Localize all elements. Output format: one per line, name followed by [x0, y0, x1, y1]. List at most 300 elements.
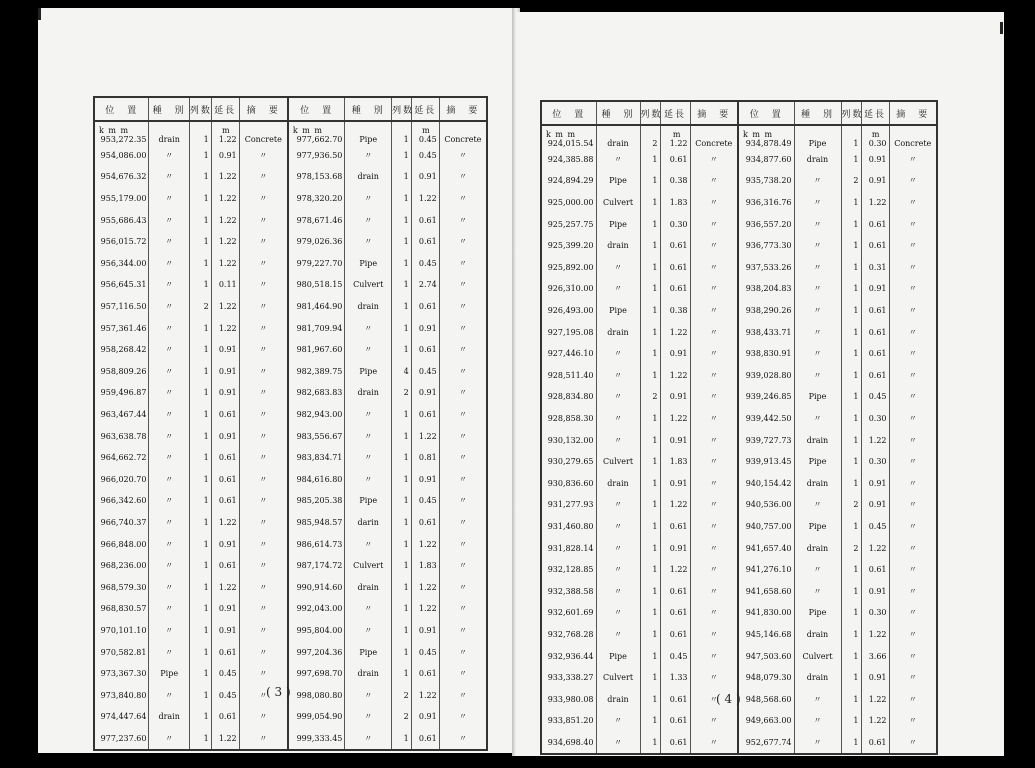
length-cell: 1.22	[211, 166, 239, 188]
position-cell: 979,026.36	[288, 231, 345, 253]
position-cell: 939,246.85	[738, 386, 794, 408]
remarks-cell: 〃	[690, 149, 738, 171]
kind-cell: 〃	[149, 274, 189, 296]
remarks-cell: 〃	[239, 555, 288, 577]
remarks-cell: 〃	[889, 386, 937, 408]
count-cell: 1	[189, 404, 211, 426]
remarks-cell: 〃	[889, 645, 937, 667]
remarks-cell: 〃	[439, 533, 487, 555]
position-cell: 938,204.83	[738, 278, 794, 300]
position-cell: 968,830.57	[94, 598, 149, 620]
count-cell: 1	[392, 274, 412, 296]
position-cell: 966,342.60	[94, 490, 149, 512]
table-row	[541, 213, 937, 235]
kind-cell: drain	[794, 473, 841, 495]
kind-cell: drain	[794, 667, 841, 689]
remarks-cell: Concrete	[889, 125, 937, 149]
position-cell: 934,877.60	[738, 149, 794, 171]
kind-cell: 〃	[596, 624, 640, 646]
table-row	[94, 425, 487, 447]
remarks-cell: 〃	[690, 365, 738, 387]
remarks-cell: 〃	[690, 192, 738, 214]
kind-cell: 〃	[794, 235, 841, 257]
right-page	[516, 12, 1004, 756]
corner-mark	[38, 8, 41, 20]
count-cell: 1	[841, 278, 861, 300]
kind-cell: Pipe	[345, 641, 392, 663]
remarks-cell: 〃	[439, 404, 487, 426]
kind-cell: 〃	[149, 145, 189, 167]
length-cell: 0.45	[861, 386, 889, 408]
remarks-cell: 〃	[889, 278, 937, 300]
count-cell: 1	[189, 274, 211, 296]
kind-cell: Pipe	[345, 490, 392, 512]
table-row	[541, 300, 937, 322]
remarks-cell: 〃	[889, 624, 937, 646]
count-cell: 1	[640, 624, 660, 646]
position-cell: 995,804.00	[288, 620, 345, 642]
remarks-cell: 〃	[690, 235, 738, 257]
position-cell: 941,657.40	[738, 537, 794, 559]
kind-cell: Pipe	[149, 663, 189, 685]
length-cell: 0.61	[861, 321, 889, 343]
kind-cell: 〃	[345, 620, 392, 642]
kind-cell: 〃	[345, 684, 392, 706]
count-cell: 1	[640, 429, 660, 451]
table-row	[94, 209, 487, 231]
kind-cell: 〃	[149, 728, 189, 751]
remarks-cell: 〃	[889, 732, 937, 755]
remarks-cell: 〃	[690, 429, 738, 451]
count-cell: 1	[392, 121, 412, 145]
position-cell: 982,943.00	[288, 404, 345, 426]
position-cell: k m m 934,878.49	[738, 125, 794, 149]
position-cell: 955,686.43	[94, 209, 149, 231]
count-cell: 1	[392, 188, 412, 210]
position-cell: 947,503.60	[738, 645, 794, 667]
count-cell: 1	[189, 684, 211, 706]
count-cell: 1	[189, 598, 211, 620]
length-cell: 0.61	[660, 149, 690, 171]
length-cell: 0.61	[411, 404, 439, 426]
position-cell: 931,828.14	[541, 537, 596, 559]
table-row	[541, 235, 937, 257]
remarks-cell: 〃	[690, 451, 738, 473]
kind-cell: 〃	[794, 559, 841, 581]
length-cell: 0.45	[660, 645, 690, 667]
count-cell: 1	[640, 451, 660, 473]
kind-cell: drain	[345, 382, 392, 404]
kind-cell: drain	[596, 125, 640, 149]
remarks-cell: 〃	[439, 188, 487, 210]
count-cell: 1	[841, 667, 861, 689]
length-cell: m 0.45	[411, 121, 439, 145]
length-cell: 0.61	[211, 469, 239, 491]
length-cell: 0.61	[861, 300, 889, 322]
length-cell: 0.30	[861, 451, 889, 473]
count-cell: 1	[841, 516, 861, 538]
count-cell: 2	[392, 382, 412, 404]
count-cell: 2	[640, 386, 660, 408]
remarks-cell: 〃	[439, 209, 487, 231]
kind-cell: 〃	[596, 278, 640, 300]
kind-cell: 〃	[596, 429, 640, 451]
position-cell: 933,338.27	[541, 667, 596, 689]
count-cell: 1	[841, 125, 861, 149]
position-cell: 930,279.65	[541, 451, 596, 473]
count-cell: 1	[392, 728, 412, 751]
position-cell: 931,277.93	[541, 494, 596, 516]
remarks-cell: 〃	[239, 641, 288, 663]
count-cell: 1	[841, 235, 861, 257]
count-cell: 1	[392, 641, 412, 663]
position-cell: 987,174.72	[288, 555, 345, 577]
left-page-table	[93, 96, 488, 751]
remarks-cell: 〃	[439, 166, 487, 188]
remarks-cell: 〃	[690, 688, 738, 710]
header-count: 列数	[640, 101, 660, 125]
kind-cell: 〃	[345, 469, 392, 491]
kind-cell: 〃	[596, 365, 640, 387]
count-cell: 1	[189, 576, 211, 598]
position-cell: 974,447.64	[94, 706, 149, 728]
kind-cell: 〃	[345, 728, 392, 751]
position-cell: k m m 924,015.54	[541, 125, 596, 149]
count-cell: 1	[841, 688, 861, 710]
table-row	[94, 253, 487, 275]
kind-cell: 〃	[345, 231, 392, 253]
kind-cell: 〃	[149, 490, 189, 512]
position-cell: 985,205.38	[288, 490, 345, 512]
remarks-cell: 〃	[239, 188, 288, 210]
length-cell: 0.38	[660, 300, 690, 322]
table-row	[541, 429, 937, 451]
length-cell: 1.22	[861, 688, 889, 710]
header-count: 列数	[392, 97, 412, 121]
header-position: 位 置	[738, 101, 794, 125]
length-cell: 0.91	[861, 494, 889, 516]
page-number: ( 4 )	[716, 692, 741, 706]
kind-cell: 〃	[794, 170, 841, 192]
length-cell: 0.91	[660, 429, 690, 451]
length-cell: 0.61	[211, 641, 239, 663]
header-length: 延長	[211, 97, 239, 121]
length-cell: 1.22	[211, 296, 239, 318]
table-row	[94, 145, 487, 167]
kind-cell: 〃	[596, 494, 640, 516]
length-cell: 1.22	[411, 576, 439, 598]
kind-cell: 〃	[794, 688, 841, 710]
position-cell: 925,000.00	[541, 192, 596, 214]
kind-cell: 〃	[149, 533, 189, 555]
header-position: 位 置	[94, 97, 149, 121]
kind-cell: Pipe	[596, 300, 640, 322]
remarks-cell: 〃	[889, 213, 937, 235]
remarks-cell: 〃	[439, 598, 487, 620]
position-cell: k m m 953,272.35	[94, 121, 149, 145]
remarks-cell: 〃	[889, 192, 937, 214]
length-cell: 0.91	[211, 361, 239, 383]
table-row	[541, 537, 937, 559]
count-cell: 1	[640, 559, 660, 581]
position-cell: 956,645.31	[94, 274, 149, 296]
remarks-cell: 〃	[889, 710, 937, 732]
length-cell: 0.81	[411, 447, 439, 469]
count-cell: 1	[392, 447, 412, 469]
length-cell: 1.83	[660, 192, 690, 214]
count-cell: 1	[392, 166, 412, 188]
position-cell: 977,237.60	[94, 728, 149, 751]
position-cell: 930,836.60	[541, 473, 596, 495]
length-cell: 1.22	[211, 188, 239, 210]
remarks-cell: 〃	[889, 149, 937, 171]
kind-cell: 〃	[149, 598, 189, 620]
length-cell: 1.33	[660, 667, 690, 689]
position-cell: 935,738.20	[738, 170, 794, 192]
remarks-cell: 〃	[889, 580, 937, 602]
length-cell: 0.91	[411, 317, 439, 339]
count-cell: 1	[841, 451, 861, 473]
length-cell: 0.61	[861, 235, 889, 257]
table-row	[541, 494, 937, 516]
table-row	[94, 188, 487, 210]
count-cell: 1	[640, 516, 660, 538]
count-cell: 2	[392, 684, 412, 706]
count-cell: 1	[640, 192, 660, 214]
unit-label-m: m	[871, 129, 881, 139]
kind-cell: 〃	[149, 684, 189, 706]
kind-cell: Culvert	[345, 274, 392, 296]
header-count: 列数	[189, 97, 211, 121]
remarks-cell: 〃	[439, 361, 487, 383]
count-cell: 1	[640, 235, 660, 257]
table-row	[94, 404, 487, 426]
table-row	[94, 469, 487, 491]
length-cell: 0.38	[660, 170, 690, 192]
position-cell: 941,830.00	[738, 602, 794, 624]
kind-cell: Pipe	[345, 361, 392, 383]
remarks-cell: 〃	[439, 253, 487, 275]
count-cell: 2	[841, 170, 861, 192]
kind-cell: 〃	[596, 408, 640, 430]
table-row	[541, 149, 937, 171]
kind-cell: 〃	[596, 732, 640, 755]
position-cell: 999,054.90	[288, 706, 345, 728]
position-cell: 978,320.20	[288, 188, 345, 210]
position-cell: 941,658.60	[738, 580, 794, 602]
count-cell: 1	[189, 188, 211, 210]
remarks-cell: 〃	[889, 559, 937, 581]
kind-cell: 〃	[794, 257, 841, 279]
count-cell: 1	[841, 710, 861, 732]
remarks-cell: 〃	[889, 516, 937, 538]
position-cell: 932,768.28	[541, 624, 596, 646]
remarks-cell: 〃	[889, 473, 937, 495]
length-cell: 0.91	[211, 425, 239, 447]
table-row	[94, 339, 487, 361]
remarks-cell: 〃	[889, 235, 937, 257]
kind-cell: 〃	[149, 469, 189, 491]
count-cell: 1	[189, 706, 211, 728]
count-cell: 1	[189, 641, 211, 663]
remarks-cell: 〃	[439, 706, 487, 728]
remarks-cell: 〃	[889, 321, 937, 343]
length-cell: 1.22	[660, 365, 690, 387]
count-cell: 1	[392, 555, 412, 577]
table-row	[541, 667, 937, 689]
length-cell: 3.66	[861, 645, 889, 667]
count-cell: 1	[392, 490, 412, 512]
kind-cell: 〃	[345, 188, 392, 210]
count-cell: 1	[841, 321, 861, 343]
position-cell: 981,967.60	[288, 339, 345, 361]
kind-cell: Pipe	[794, 386, 841, 408]
count-cell: 1	[640, 321, 660, 343]
count-cell: 1	[841, 473, 861, 495]
length-cell: 0.91	[861, 473, 889, 495]
count-cell: 1	[841, 386, 861, 408]
kind-cell: 〃	[794, 321, 841, 343]
table-row	[541, 278, 937, 300]
table-row	[94, 121, 487, 145]
remarks-cell: 〃	[439, 145, 487, 167]
count-cell: 1	[841, 149, 861, 171]
position-cell: 990,914.60	[288, 576, 345, 598]
remarks-cell: 〃	[439, 447, 487, 469]
position-cell: 963,467.44	[94, 404, 149, 426]
length-cell: 0.61	[211, 555, 239, 577]
position-cell: 963,638.78	[94, 425, 149, 447]
length-cell: 1.22	[411, 533, 439, 555]
position-cell: 932,936.44	[541, 645, 596, 667]
position-cell: 952,677.74	[738, 732, 794, 755]
length-cell: 1.22	[660, 494, 690, 516]
position-cell: 940,536.00	[738, 494, 794, 516]
count-cell: 1	[189, 425, 211, 447]
count-cell: 2	[841, 537, 861, 559]
length-cell: 1.22	[411, 188, 439, 210]
count-cell: 1	[189, 145, 211, 167]
length-cell: 1.22	[211, 253, 239, 275]
position-cell: 979,227.70	[288, 253, 345, 275]
count-cell: 1	[640, 473, 660, 495]
count-cell: 1	[392, 404, 412, 426]
remarks-cell: 〃	[239, 253, 288, 275]
table-row	[94, 598, 487, 620]
length-cell: 0.61	[411, 728, 439, 751]
kind-cell: 〃	[596, 710, 640, 732]
page-number: ( 3 )	[266, 685, 291, 699]
remarks-cell: 〃	[239, 339, 288, 361]
remarks-cell: 〃	[239, 361, 288, 383]
remarks-cell: 〃	[690, 667, 738, 689]
table-row	[541, 343, 937, 365]
count-cell: 1	[189, 663, 211, 685]
length-cell: 1.22	[861, 429, 889, 451]
count-cell: 1	[189, 447, 211, 469]
table-row	[541, 645, 937, 667]
remarks-cell: 〃	[239, 209, 288, 231]
kind-cell: 〃	[149, 512, 189, 534]
table-row	[94, 490, 487, 512]
kind-cell: 〃	[345, 317, 392, 339]
position-cell: 981,464.90	[288, 296, 345, 318]
length-cell: 0.45	[411, 361, 439, 383]
length-cell: 1.22	[411, 684, 439, 706]
kind-cell: 〃	[596, 343, 640, 365]
count-cell: 1	[392, 209, 412, 231]
kind-cell: darin	[345, 512, 392, 534]
length-cell: 0.30	[861, 602, 889, 624]
kind-cell: Pipe	[596, 213, 640, 235]
length-cell: 0.61	[660, 688, 690, 710]
count-cell: 1	[392, 576, 412, 598]
kind-cell: 〃	[345, 425, 392, 447]
count-cell: 1	[640, 602, 660, 624]
remarks-cell: 〃	[690, 710, 738, 732]
length-cell: 0.91	[861, 667, 889, 689]
length-cell: 0.45	[211, 684, 239, 706]
position-cell: 980,518.15	[288, 274, 345, 296]
kind-cell: drain	[149, 706, 189, 728]
position-cell: 925,399.20	[541, 235, 596, 257]
length-cell: 0.91	[211, 598, 239, 620]
length-cell: 0.61	[660, 516, 690, 538]
remarks-cell: 〃	[239, 706, 288, 728]
kind-cell: 〃	[149, 641, 189, 663]
unit-label-km: k m m	[99, 125, 130, 135]
count-cell: 1	[640, 580, 660, 602]
count-cell: 1	[841, 429, 861, 451]
kind-cell: 〃	[149, 209, 189, 231]
remarks-cell: 〃	[889, 343, 937, 365]
length-cell: m 1.22	[211, 121, 239, 145]
count-cell: 1	[189, 620, 211, 642]
length-cell: 1.83	[411, 555, 439, 577]
count-cell: 1	[392, 145, 412, 167]
position-cell: 936,557.20	[738, 213, 794, 235]
count-cell: 1	[189, 231, 211, 253]
kind-cell: 〃	[345, 533, 392, 555]
remarks-cell: 〃	[439, 231, 487, 253]
position-cell: 926,310.00	[541, 278, 596, 300]
table-row	[94, 512, 487, 534]
count-cell: 1	[189, 382, 211, 404]
remarks-cell: 〃	[889, 408, 937, 430]
count-cell: 1	[640, 732, 660, 755]
kind-cell: drain	[794, 624, 841, 646]
table-row	[94, 361, 487, 383]
header-length: 延長	[660, 101, 690, 125]
remarks-cell: 〃	[239, 728, 288, 751]
kind-cell: drain	[149, 121, 189, 145]
length-cell: 0.61	[660, 278, 690, 300]
remarks-cell: 〃	[439, 382, 487, 404]
count-cell: 1	[640, 300, 660, 322]
length-cell: 0.91	[211, 533, 239, 555]
count-cell: 1	[189, 555, 211, 577]
length-cell: 0.91	[660, 386, 690, 408]
remarks-cell: 〃	[690, 645, 738, 667]
position-cell: 982,389.75	[288, 361, 345, 383]
position-cell: 958,809.26	[94, 361, 149, 383]
length-cell: 0.45	[211, 663, 239, 685]
remarks-cell: 〃	[439, 620, 487, 642]
count-cell: 1	[841, 645, 861, 667]
length-cell: 0.61	[660, 580, 690, 602]
remarks-cell: 〃	[439, 296, 487, 318]
position-cell: 941,276.10	[738, 559, 794, 581]
